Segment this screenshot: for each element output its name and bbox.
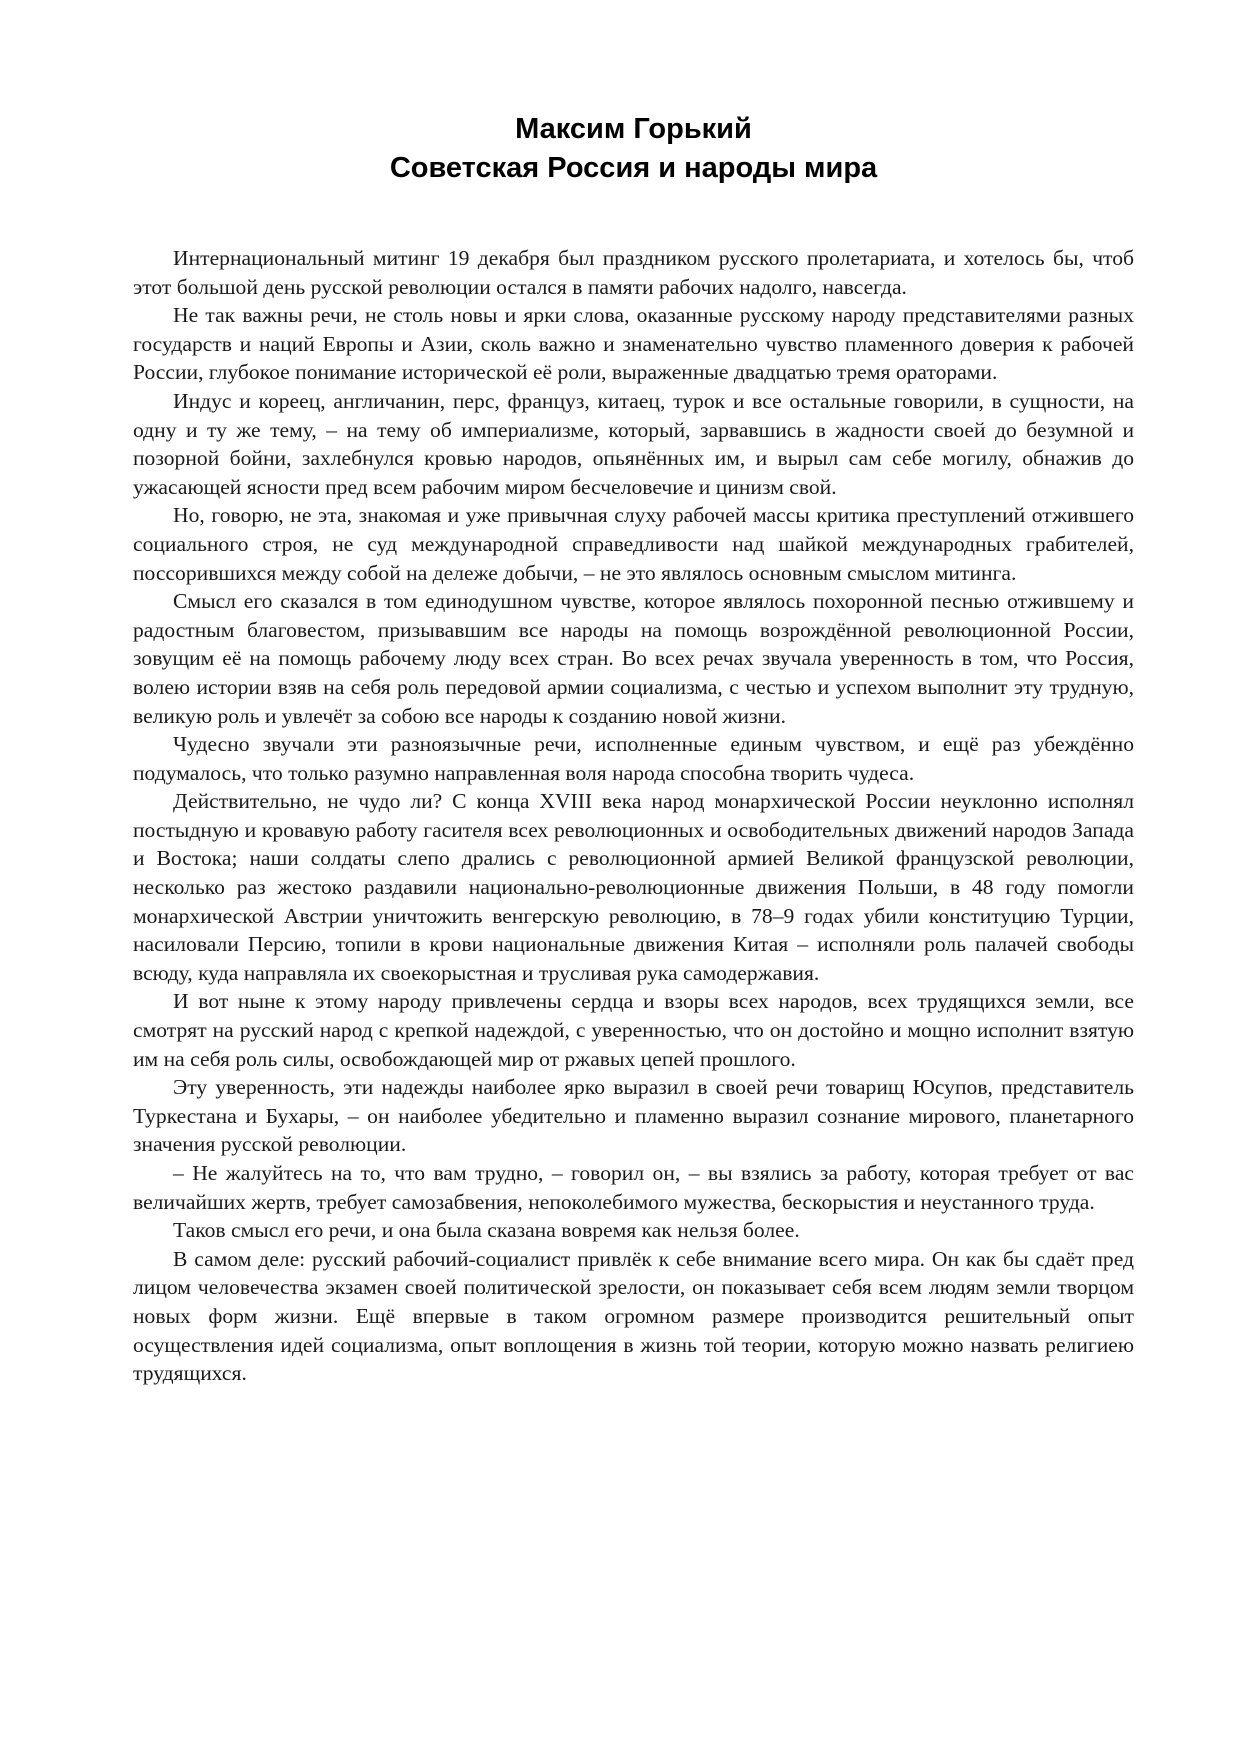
title-block (133, 110, 1134, 188)
body-text (133, 244, 1134, 1388)
paragraph-11: Таков смысл его речи, и она была сказана вовремя как нельзя более. (173, 1218, 800, 1243)
paragraph-4: Но, говорю, не эта, знакомая и уже привычная слуху рабочей массы критика преступлений отжившего социального строя, не суд международной справедливости над шайкой международных грабителей, поссорившихся между собой на дележе добычи, – не это являлось основным смыслом митинга. (133, 503, 1134, 585)
paragraph-3: Индус и кореец, англичанин, перс, француз, китаец, турок и все остальные говорили, в сущности, на одну и ту же тему, – на тему об империализме, который, зарвавшись в жадности своей до безумной и позорной бойни, захлебнулся кровью народов, опьянённых им, и вырыл сам себе могилу, обнажив до ужасающей ясности пред всем рабочим миром бесчеловечие и цинизм свой. (133, 388, 1134, 499)
paragraph-7: Действительно, не чудо ли? С конца XVIII века народ монархической России неуклонно исполнял постыдную и кровавую работу гасителя всех революционных и освободительных движений народов Запада и Востока; наши солдаты слепо дрались с революционной армией Великой французской революции, несколько раз жестоко раздавили национально-революционные движения Польши, в 48 году помогли монархической Австрии уничтожить венгерскую революцию, в 78–9 годах убили конституцию Турции, насиловали Персию, топили в крови национальные движения Китая – исполняли роль палачей свободы всюду, куда направляла их своекорыстная и трусливая рука самодержавия. (133, 789, 1134, 985)
paragraph-12: В самом деле: русский рабочий-социалист привлёк к себе внимание всего мира. Он как бы сдаёт пред лицом человечества экзамен своей политической зрелости, он показывает себя всем людям земли творцом новых форм жизни. Ещё впервые в таком огромном размере производится решительный опыт осуществления идей социализма, опыт воплощения в жизнь той теории, которую можно назвать религиею трудящихся. (133, 1246, 1134, 1386)
paragraph-8: И вот ныне к этому народу привлечены сердца и взоры всех народов, всех трудящихся земли, все смотрят на русский народ с крепкой надеждой, с уверенностью, что он достойно и мощно исполнит взятую им на себя роль силы, освобождающей мир от ржавых цепей прошлого. (133, 989, 1134, 1071)
paragraph-6: Чудесно звучали эти разноязычные речи, исполненные единым чувством, и ещё раз убеждённо подумалось, что только разумно направленная воля народа способна творить чудеса. (133, 732, 1134, 785)
paragraph-2: Не так важны речи, не столь новы и ярки слова, оказанные русскому народу представителями разных государств и наций Европы и Азии, сколь важно и знаменательно чувство пламенного доверия к рабочей России, глубокое понимание исторической её роли, выраженные двадцатью тремя ораторами. (133, 303, 1134, 385)
paragraph-1: Интернациональный митинг 19 декабря был праздником русского пролетариата, и хотелось бы, чтоб этот большой день русской революции остался в памяти рабочих надолго, навсегда. (133, 246, 1134, 299)
paragraph-9: Эту уверенность, эти надежды наиболее ярко выразил в своей речи товарищ Юсупов, представитель Туркестана и Бухары, – он наиболее убедительно и пламенно выразил сознание мирового, планетарного значения русской революции. (133, 1075, 1134, 1157)
paragraph-10: – Не жалуйтесь на то, что вам трудно, – говорил он, – вы взялись за работу, которая требует от вас величайших жертв, требует самозабвения, непоколебимого мужества, бескорыстия и неустанного труда. (133, 1161, 1134, 1214)
author-name: Максим Горький (515, 113, 752, 145)
paragraph-5: Смысл его сказался в том единодушном чувстве, которое являлось похоронной песнью отжившему и радостным благовестом, призывавшим все народы на помощь возрождённой революционной России, зовущим её на помощь рабочему люду всех стран. Во всех речах звучала уверенность в том, что Россия, волею истории взяв на себя роль передовой армии социализма, с честью и успехом выполнит эту трудную, великую роль и увлечёт за собою все народы к созданию новой жизни. (133, 589, 1134, 728)
document-title: Советская Россия и народы мира (389, 152, 878, 184)
